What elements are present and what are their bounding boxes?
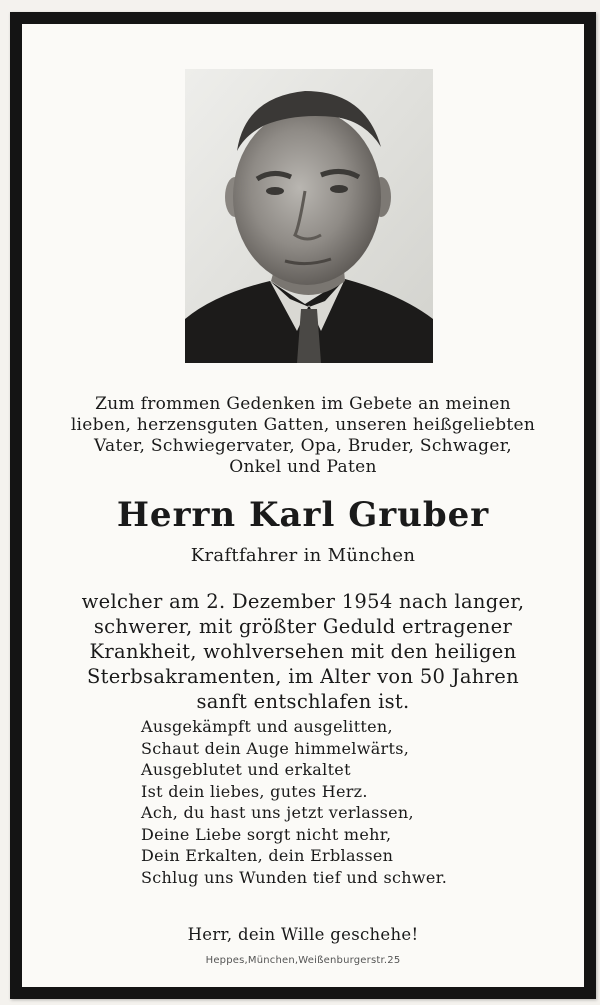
deceased-name: Herrn Karl Gruber: [116, 495, 490, 535]
portrait-photo: [185, 69, 433, 363]
poem-line: Schlug uns Wunden tief und schwer.: [141, 867, 448, 887]
intro-line: lieben, herzensguten Gatten, unseren heißgeliebten: [70, 415, 536, 435]
poem-line: Ist dein liebes, gutes Herz.: [141, 781, 368, 801]
intro-line: Zum frommen Gedenken im Gebete an meinen: [95, 394, 511, 414]
printer-imprint: Heppes,München,Weißenburgerstr.25: [205, 955, 401, 966]
poem-line: Dein Erkalten, dein Erblassen: [141, 846, 394, 865]
intro-line: Onkel und Paten: [229, 457, 377, 477]
intro-line: Vater, Schwiegervater, Opa, Bruder, Schwager,: [94, 436, 512, 456]
poem: [141, 716, 447, 888]
occupation: Kraftfahrer in München: [190, 545, 416, 566]
memorial-card: [10, 12, 596, 999]
poem-line: Schaut dein Auge himmelwärts,: [141, 738, 410, 758]
death-line: welcher am 2. Dezember 1954 nach langer,: [81, 590, 525, 613]
death-line: schwerer, mit größter Geduld ertragener: [93, 615, 513, 638]
poem-line: Deine Liebe sorgt nicht mehr,: [141, 824, 392, 844]
death-line: sanft entschlafen ist.: [196, 690, 410, 713]
death-line: Sterbsakramenten, im Alter von 50 Jahren: [87, 665, 519, 688]
poem-line: Ach, du hast uns jetzt verlassen,: [141, 803, 414, 822]
death-line: Krankheit, wohlversehen mit den heiligen: [89, 640, 517, 663]
death-notice: [22, 589, 584, 714]
poem-line: Ausgekämpft und ausgelitten,: [141, 717, 393, 736]
intro-text: [22, 394, 584, 478]
poem-line: Ausgeblutet und erkaltet: [141, 760, 351, 779]
closing-prayer: Herr, dein Wille geschehe!: [187, 925, 419, 944]
